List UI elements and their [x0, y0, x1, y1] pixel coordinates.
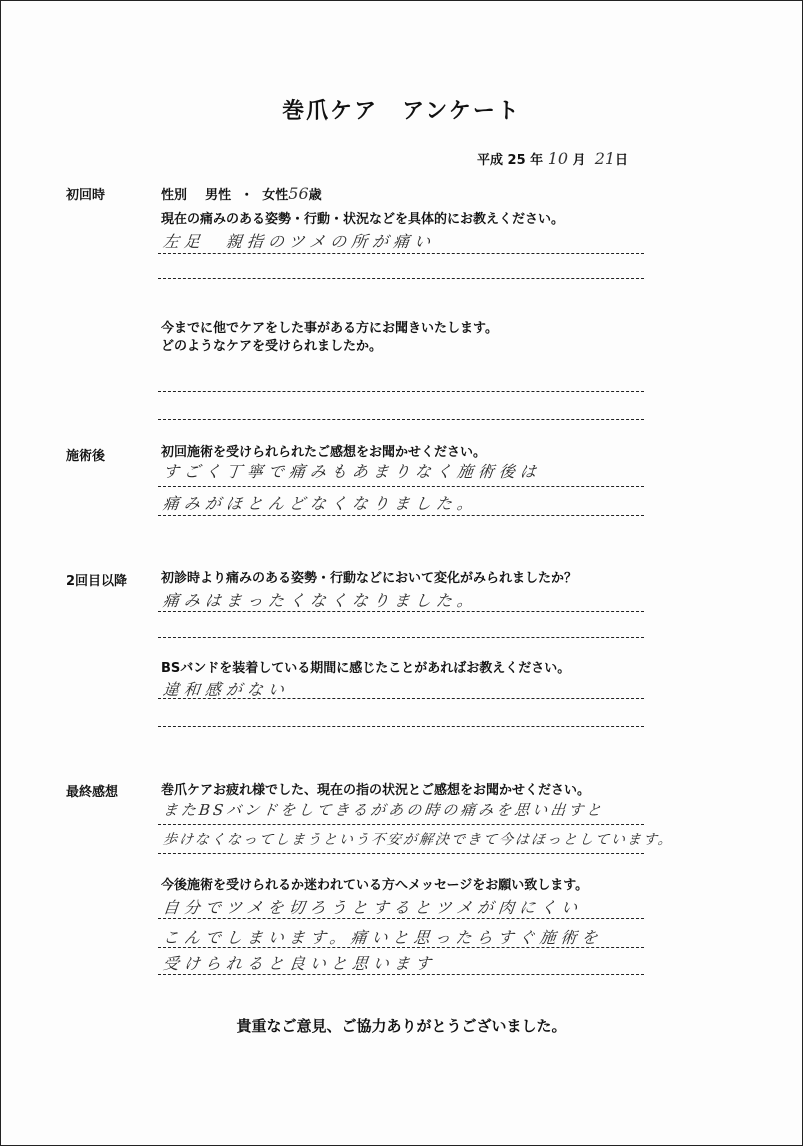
- date-year-label: 年: [530, 153, 544, 168]
- answer-rule: [158, 515, 644, 516]
- gender-separator: ・: [240, 188, 254, 203]
- section-first-visit: 初回時: [66, 188, 106, 203]
- date-year: 25: [507, 153, 526, 168]
- answer-rule: [158, 486, 644, 487]
- age-value: 56: [288, 184, 309, 203]
- answer-message-line: 受けられると良いと思います: [161, 954, 437, 973]
- question-change-since-first: 初診時より痛みのある姿勢・行動などにおいて変化がみられましたか？: [161, 571, 578, 586]
- answer-rule: [158, 419, 644, 420]
- answer-final-line: 歩けなくなってしまうという不安が解決できて今はほっとしています。: [162, 832, 675, 848]
- answer-change-line: 痛みはまったくなくなりました。: [161, 591, 479, 610]
- date-month-label: 月: [572, 153, 586, 168]
- gender-age-line: [161, 184, 322, 203]
- question-previous-care: 今までに他でケアをした事がある方にお聞きいたします。: [161, 321, 498, 336]
- answer-message-line: こんでしまいます。痛いと思ったらすぐ施術を: [161, 928, 604, 947]
- question-message: 今後施術を受けられるか迷われている方へメッセージをお願い致します。: [161, 878, 589, 893]
- answer-rule: [158, 391, 644, 392]
- answer-rule: [158, 698, 644, 699]
- answer-rule: [158, 947, 644, 948]
- date-era: 平成: [477, 153, 504, 168]
- question-first-impression: 初回施術を受けられられたご感想をお聞かせください。: [161, 445, 487, 460]
- gender-male: 男性: [205, 188, 232, 203]
- date-day: 21: [594, 149, 616, 168]
- answer-current-pain-line: 左足 親指のツメの所が痛い: [161, 232, 437, 251]
- date-line: [477, 149, 628, 168]
- gender-label: 性別: [161, 188, 188, 203]
- closing-message: 貴重なご意見、ご協力ありがとうございました。: [236, 1017, 567, 1035]
- answer-rule: [158, 637, 644, 638]
- section-after-treatment: 施術後: [66, 449, 106, 464]
- answer-rule: [158, 918, 644, 919]
- answer-rule: [158, 824, 644, 825]
- answer-impression-line: 痛みがほとんどなくなりました。: [161, 494, 479, 513]
- question-final-impression: 巻爪ケアお疲れ様でした、現在の指の状況とご感想をお聞かせください。: [161, 783, 591, 798]
- date-day-label: 日: [615, 153, 629, 168]
- section-second-visit: 2回目以降: [66, 574, 128, 589]
- question-previous-care-2: どのようなケアを受けられましたか。: [161, 339, 383, 354]
- answer-message-line: 自分でツメを切ろうとするとツメが肉にくい: [161, 898, 584, 917]
- answer-rule: [158, 611, 644, 612]
- gender-female: 女性: [262, 188, 289, 203]
- answer-impression-line: すごく丁寧で痛みもあまりなく施術後は: [161, 462, 542, 481]
- age-label: 歳: [308, 188, 322, 203]
- answer-bs-band-line: 違和感がない: [161, 680, 290, 699]
- question-bs-band: BSバンドを装着している期間に感じたことがあればお教えください。: [161, 661, 571, 676]
- answer-rule: [158, 253, 644, 254]
- answer-rule: [158, 278, 644, 279]
- answer-rule: [158, 726, 644, 727]
- section-final: 最終感想: [66, 785, 119, 800]
- answer-rule: [158, 974, 644, 975]
- document-title: 巻爪ケア アンケート: [282, 99, 521, 124]
- answer-final-line: またBSバンドをしてきるがあの時の痛みを思い出すと: [162, 801, 606, 819]
- question-current-pain: 現在の痛みのある姿勢・行動・状況などを具体的にお教えください。: [161, 212, 565, 227]
- date-month: 10: [547, 149, 569, 168]
- answer-rule: [158, 853, 644, 854]
